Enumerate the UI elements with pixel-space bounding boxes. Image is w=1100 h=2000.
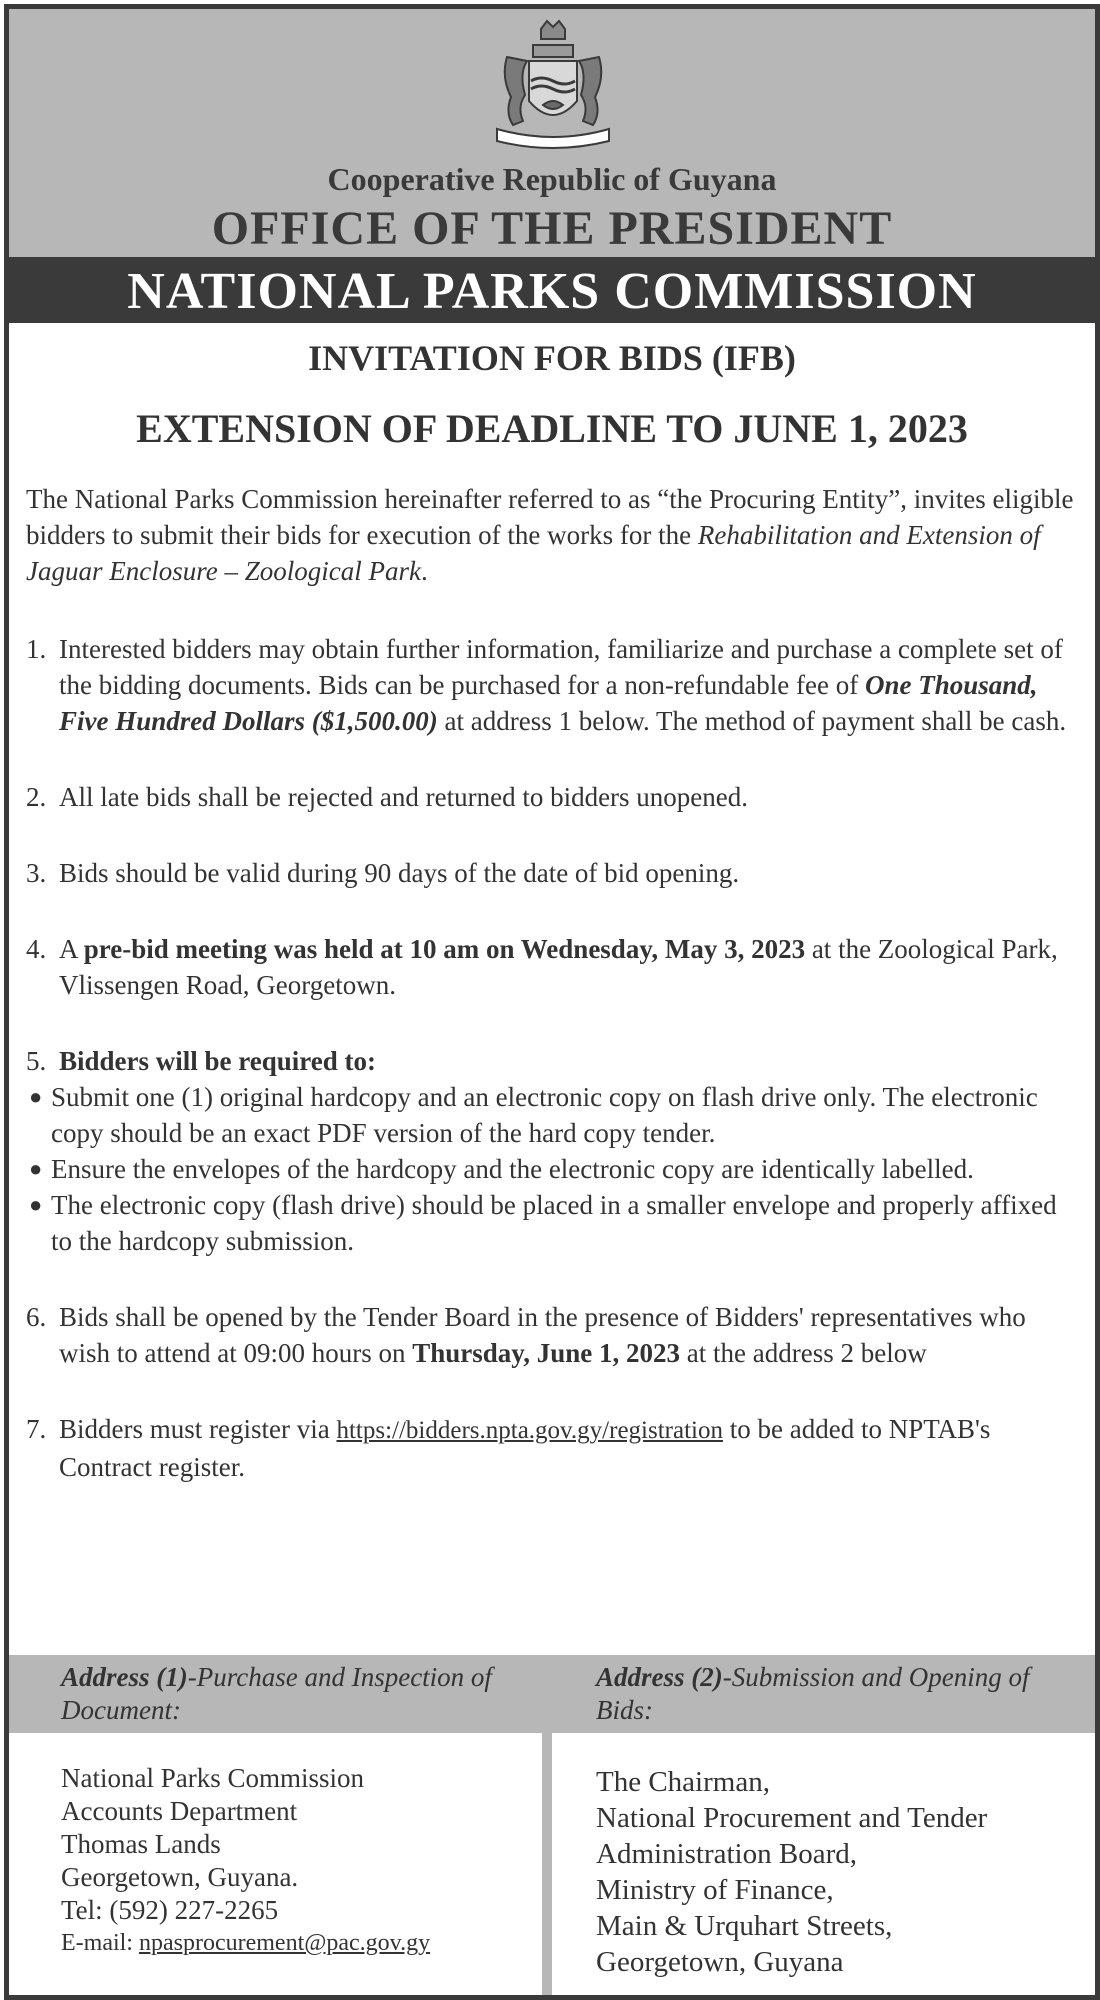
intro-paragraph bbox=[26, 481, 1076, 589]
item-text: at address 1 below. The method of payment shall be cash. bbox=[437, 706, 1067, 736]
ifb-title: INVITATION FOR BIDS (IFB) bbox=[308, 338, 796, 378]
item-number: 2. bbox=[26, 782, 47, 812]
list-item bbox=[26, 1411, 1076, 1485]
address1-label: Address (1) bbox=[61, 1662, 188, 1692]
bullet-item bbox=[26, 1187, 1076, 1259]
deadline-title: EXTENSION OF DEADLINE TO JUNE 1, 2023 bbox=[136, 406, 968, 451]
item-text: Bids should be valid during 90 days of the date of bid opening. bbox=[59, 858, 740, 888]
bidders-required-title: Bidders will be required to: bbox=[59, 1046, 377, 1076]
item-number: 4. bbox=[26, 934, 47, 964]
address1-heading bbox=[61, 1661, 531, 1727]
address2-heading bbox=[596, 1661, 1086, 1727]
item-number: 1. bbox=[26, 634, 47, 664]
item-text: Bids shall be opened by the Tender Board in the presence of Bidders' representatives who wish to attend at 09:00 hours on bbox=[59, 1302, 1026, 1368]
address1-heading-text: -Purchase and Inspection of Document: bbox=[61, 1662, 492, 1725]
item-text: at the address 2 below bbox=[680, 1338, 927, 1368]
list-item bbox=[26, 779, 1076, 815]
address2-line: Administration Board, bbox=[596, 1838, 857, 1870]
address-divider bbox=[542, 1733, 552, 1995]
bullet-icon: ● bbox=[29, 1084, 43, 1109]
address2-heading-text: -Submission and Opening of Bids: bbox=[596, 1662, 1030, 1725]
bullet-icon: ● bbox=[29, 1156, 43, 1181]
email-line bbox=[61, 1927, 531, 1960]
list-item bbox=[26, 1299, 1076, 1371]
list-item bbox=[26, 931, 1076, 1003]
address2-label: Address (2) bbox=[596, 1662, 723, 1692]
item-number: 7. bbox=[26, 1414, 47, 1444]
email-label: E-mail: bbox=[61, 1930, 139, 1956]
item-text: A bbox=[59, 934, 84, 964]
list-item bbox=[26, 855, 1076, 891]
address2-line: The Chairman, bbox=[596, 1766, 770, 1798]
commission-title: NATIONAL PARKS COMMISSION bbox=[127, 263, 977, 320]
bullet-item bbox=[26, 1151, 1076, 1187]
office-title: OFFICE OF THE PRESIDENT bbox=[211, 202, 893, 255]
address1-line: Tel: (592) 227-2265 bbox=[61, 1895, 279, 1925]
item-number: 3. bbox=[26, 858, 47, 888]
email-link[interactable]: npasprocurement@pac.gov.gy bbox=[138, 1930, 431, 1956]
notice-frame bbox=[4, 4, 1100, 2000]
item-number: 6. bbox=[26, 1302, 47, 1332]
item-text: at the Zoological Park, Vlissengen Road, Georgetown. bbox=[59, 934, 1058, 1000]
address2-line: National Procurement and Tender bbox=[596, 1802, 988, 1834]
list-item bbox=[26, 631, 1076, 739]
intro-end: . bbox=[420, 556, 428, 586]
address2-line: Main & Urquhart Streets, bbox=[596, 1910, 893, 1942]
address2-line: Georgetown, Guyana bbox=[596, 1946, 844, 1978]
address2-line: Ministry of Finance, bbox=[596, 1874, 834, 1906]
project-name: Rehabilitation and Extension of Jaguar Enclosure – Zoological Park bbox=[26, 520, 1041, 586]
fee-amount: One Thousand, Five Hundred Dollars ($1,500.00) bbox=[59, 670, 1038, 736]
bullet-text: The electronic copy (flash drive) should be placed in a smaller envelope and properly affixed to the hardcopy submission. bbox=[51, 1190, 1057, 1256]
address1-line: National Parks Commission bbox=[61, 1763, 364, 1793]
bullet-item bbox=[26, 1079, 1076, 1151]
coat-of-arms-icon bbox=[483, 17, 623, 157]
bullet-text: Submit one (1) original hardcopy and an electronic copy on flash drive only. The electronic copy should be an exact PDF version of the hard copy tender. bbox=[51, 1082, 1038, 1148]
republic-name: Cooperative Republic of Guyana bbox=[327, 161, 777, 197]
address2-body bbox=[596, 1764, 1086, 1980]
pre-bid-meeting: pre-bid meeting was held at 10 am on Wednesday, May 3, 2023 bbox=[83, 934, 806, 964]
item-text: Interested bidders may obtain further information, familiarize and purchase a complete set of the bidding documents. Bids can be purchased for a non-refundable fee of bbox=[59, 634, 1063, 700]
bullet-text: Ensure the envelopes of the hardcopy and the electronic copy are identically labelled. bbox=[51, 1154, 974, 1184]
list-item bbox=[26, 1043, 1076, 1259]
item-text: Bidders must register via bbox=[59, 1414, 337, 1444]
address1-line: Thomas Lands bbox=[61, 1829, 221, 1859]
registration-link[interactable]: https://bidders.npta.gov.gy/registration bbox=[336, 1417, 723, 1444]
opening-date: Thursday, June 1, 2023 bbox=[412, 1338, 681, 1368]
bullet-icon: ● bbox=[29, 1192, 43, 1217]
requirements-list bbox=[26, 631, 1076, 1525]
item-text: to be added to NPTAB's Contract register. bbox=[59, 1414, 991, 1482]
address1-body bbox=[61, 1762, 531, 1960]
address1-line: Accounts Department bbox=[61, 1796, 298, 1826]
item-text: All late bids shall be rejected and returned to bidders unopened. bbox=[59, 782, 749, 812]
address1-line: Georgetown, Guyana. bbox=[61, 1862, 299, 1892]
intro-text: The National Parks Commission hereinafter referred to as “the Procuring Entity”, invites eligible bidders to submit their bids for execution of the works for the bbox=[26, 484, 1074, 550]
item-number: 5. bbox=[26, 1046, 47, 1076]
